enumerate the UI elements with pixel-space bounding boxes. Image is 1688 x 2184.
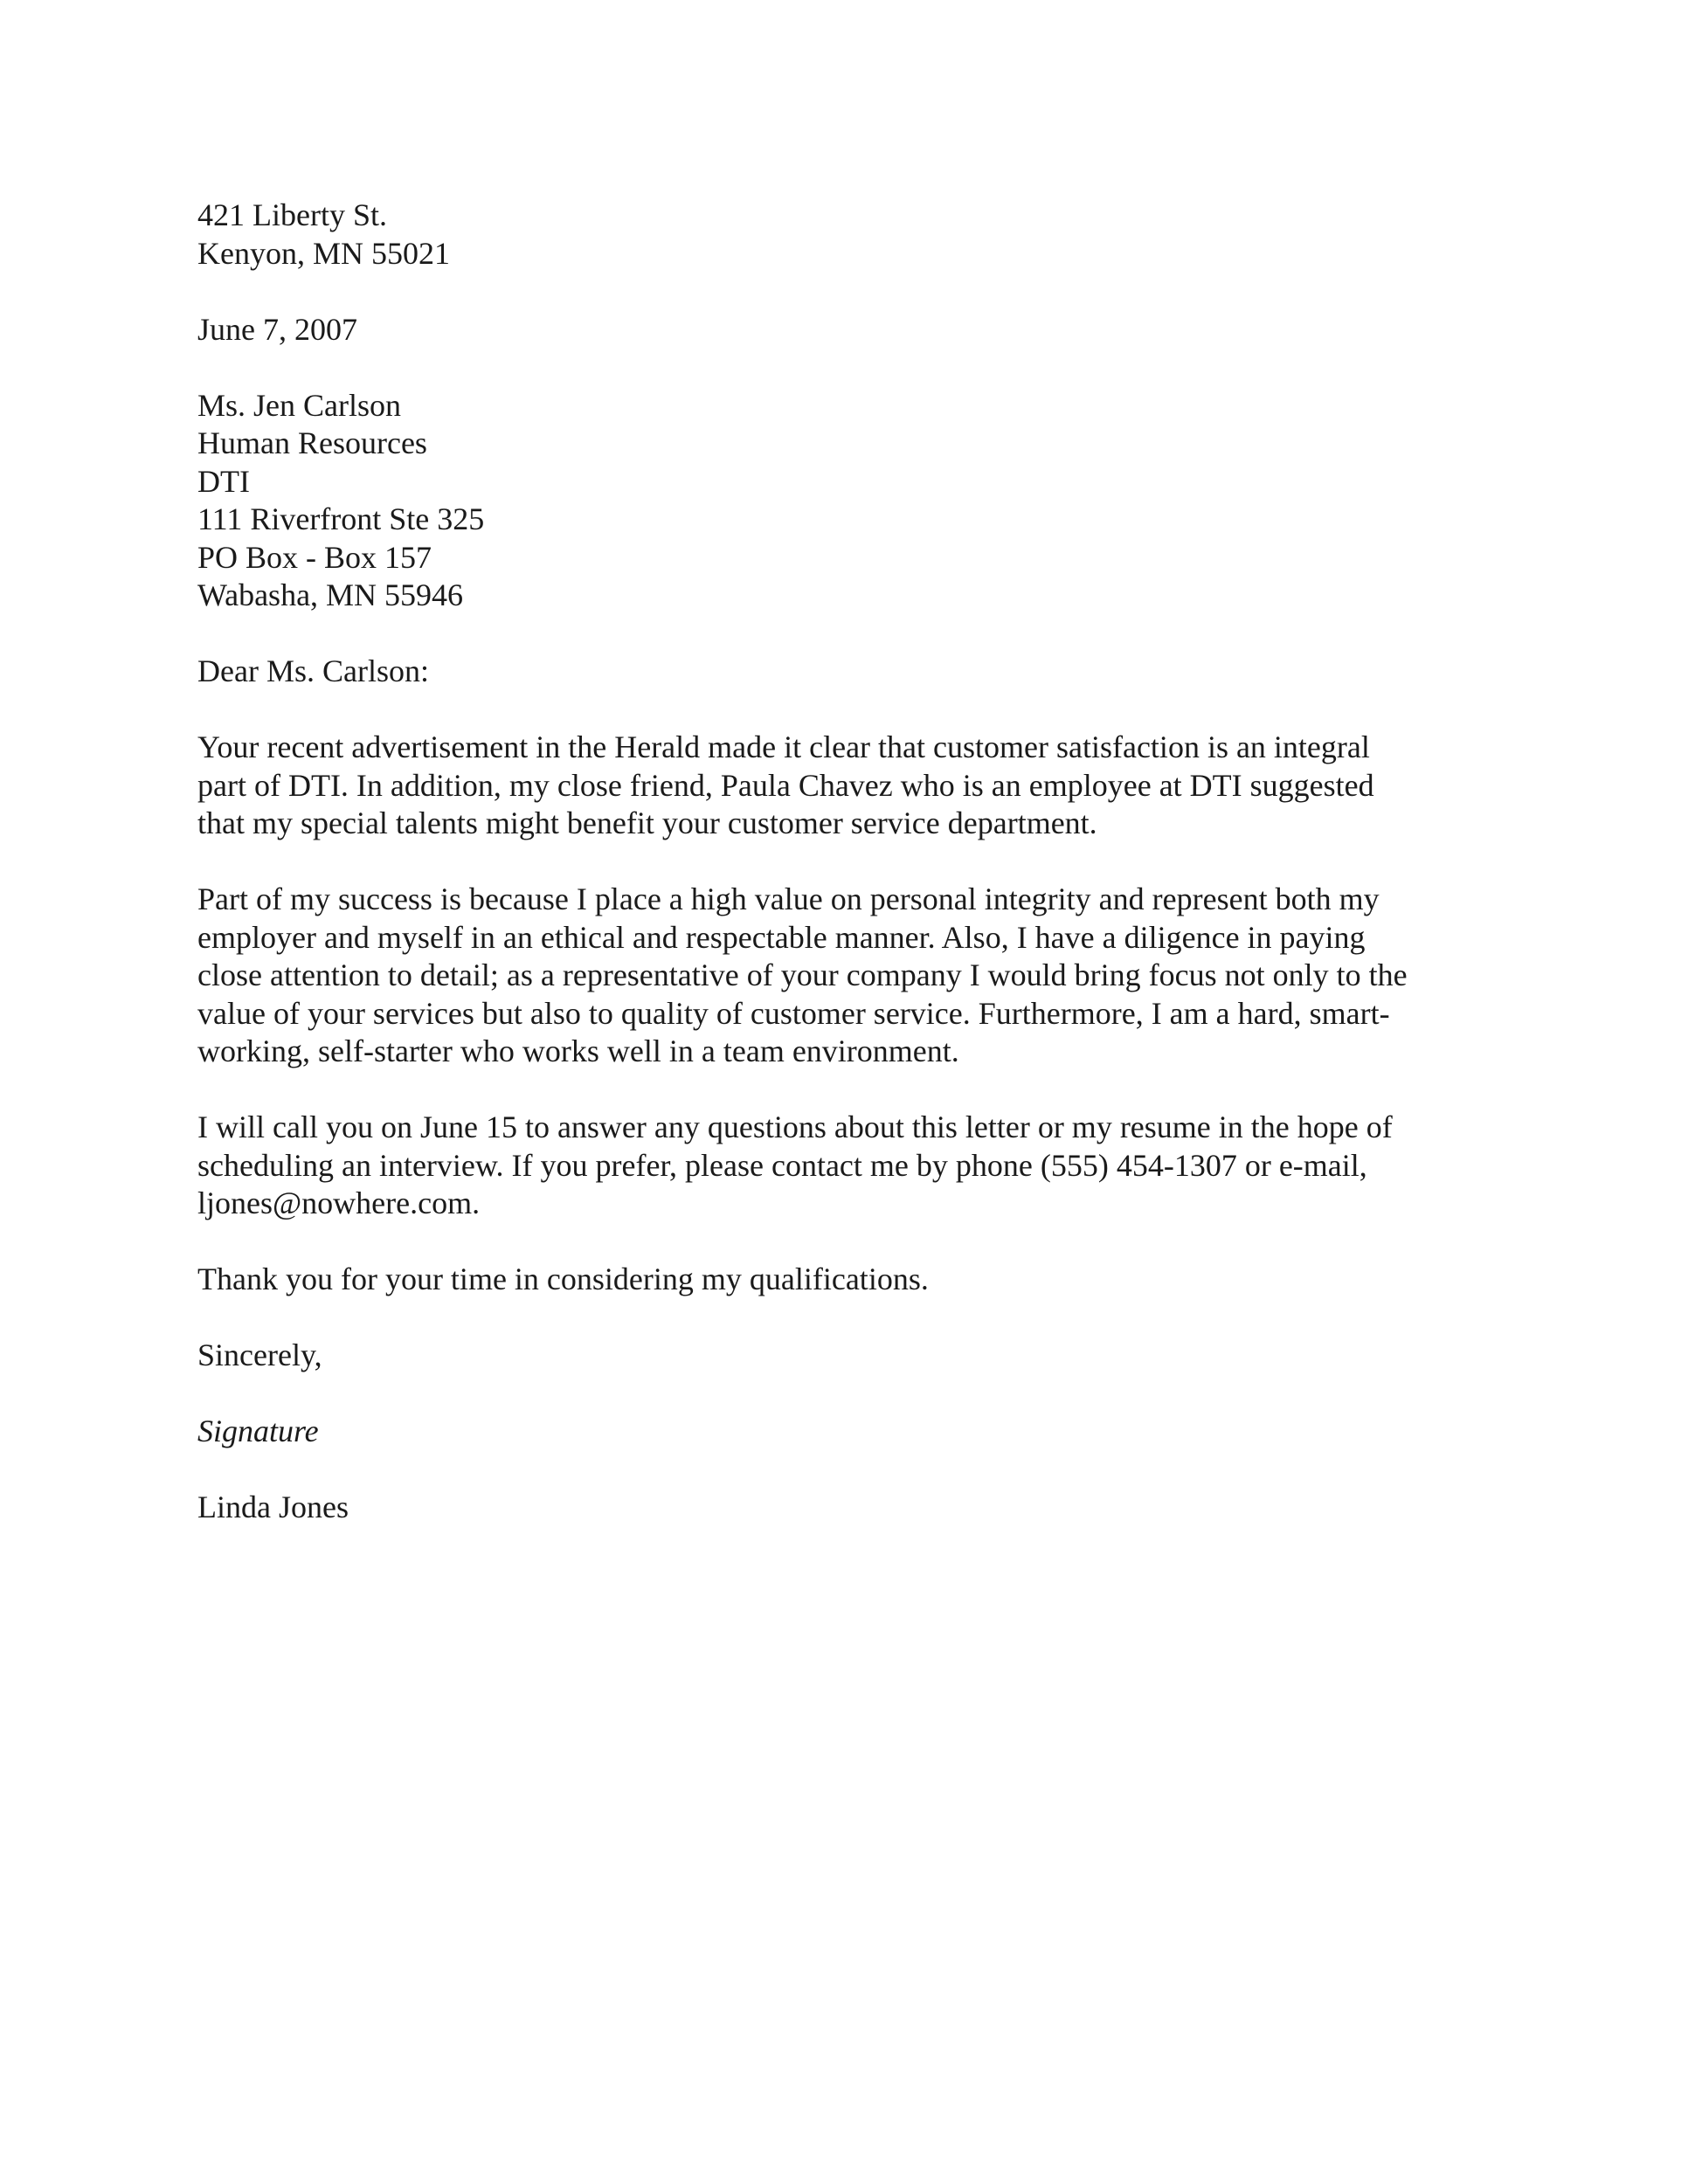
sender-street: 421 Liberty St.	[197, 197, 387, 232]
body-paragraph-4	[197, 1261, 1491, 1299]
signer-name: Linda Jones	[197, 1489, 349, 1524]
cover-letter	[197, 197, 1491, 1565]
paragraph-line: scheduling an interview. If you prefer, please contact me by phone (555) 454-1307 or e-mail,	[197, 1147, 1367, 1183]
salutation	[197, 653, 1491, 691]
paragraph-line: Thank you for your time in considering my qualifications.	[197, 1261, 929, 1296]
date-text: June 7, 2007	[197, 311, 357, 347]
paragraph-line: employer and myself in an ethical and respectable manner. Also, I have a diligence in paying	[197, 919, 1366, 955]
recipient-name: Ms. Jen Carlson	[197, 387, 401, 423]
salutation-text: Dear Ms. Carlson:	[197, 653, 429, 688]
body-paragraph-2	[197, 881, 1491, 1071]
signature-area	[197, 1413, 1491, 1451]
sender-address	[197, 197, 1491, 273]
recipient-street: 111 Riverfront Ste 325	[197, 501, 485, 536]
recipient-address	[197, 387, 1491, 615]
recipient-company: DTI	[197, 463, 250, 499]
letter-date	[197, 311, 1491, 349]
closing	[197, 1337, 1491, 1375]
recipient-department: Human Resources	[197, 425, 427, 460]
body-paragraph-3	[197, 1109, 1491, 1223]
paragraph-line: value of your services but also to quality of customer service. Furthermore, I am a hard, smart-	[197, 995, 1390, 1031]
paragraph-line: working, self-starter who works well in a team environment.	[197, 1033, 959, 1068]
paragraph-line: that my special talents might benefit your customer service department.	[197, 805, 1097, 840]
body-paragraph-1	[197, 729, 1491, 843]
paragraph-line: ljones@nowhere.com.	[197, 1185, 481, 1220]
paragraph-line: Your recent advertisement in the Herald made it clear that customer satisfaction is an integral	[197, 729, 1370, 764]
paragraph-line: part of DTI. In addition, my close friend, Paula Chavez who is an employee at DTI suggested	[197, 767, 1374, 803]
paragraph-line: close attention to detail; as a representative of your company I would bring focus not only to the	[197, 957, 1408, 992]
sender-city-line: Kenyon, MN 55021	[197, 235, 450, 271]
paragraph-line: I will call you on June 15 to answer any questions about this letter or my resume in the hope of	[197, 1109, 1393, 1144]
recipient-po-box: PO Box - Box 157	[197, 539, 432, 575]
signature-placeholder: Signature	[197, 1413, 319, 1448]
paragraph-line: Part of my success is because I place a high value on personal integrity and represent both my	[197, 881, 1380, 916]
recipient-city-line: Wabasha, MN 55946	[197, 577, 464, 612]
closing-text: Sincerely,	[197, 1337, 322, 1372]
signer	[197, 1489, 1491, 1527]
